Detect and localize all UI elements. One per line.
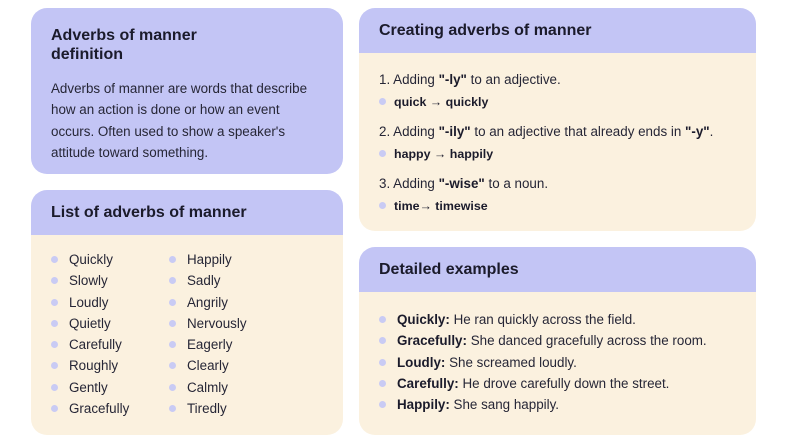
list-title: List of adverbs of manner xyxy=(51,204,247,221)
definition-card xyxy=(31,8,343,174)
list-item: Clearly xyxy=(169,355,247,376)
list-item: Quickly xyxy=(51,249,129,270)
rule-example: time→ timewise xyxy=(379,197,736,215)
list-item: Tiredly xyxy=(169,398,247,419)
example-item: Gracefully: She danced gracefully across the room. xyxy=(379,330,736,351)
rule-1 xyxy=(379,71,736,111)
list-item: Loudly xyxy=(51,292,129,313)
rule-text: 3. Adding "-wise" to a noun. xyxy=(379,176,549,191)
list-body xyxy=(31,235,343,435)
rule-2 xyxy=(379,123,736,163)
creating-body xyxy=(359,53,756,231)
list-item: Happily xyxy=(169,249,247,270)
adverb-column-2 xyxy=(169,249,247,419)
examples-header xyxy=(359,247,756,292)
example-item: Carefully: He drove carefully down the street. xyxy=(379,373,736,394)
creating-header xyxy=(359,8,756,53)
definition-text: Adverbs of manner are words that describe how an action is done or how an event occurs. Often used to show a speaker's attitude toward something. xyxy=(51,81,308,161)
list-item: Slowly xyxy=(51,270,129,291)
rule-3 xyxy=(379,175,736,215)
list-item: Carefully xyxy=(51,334,129,355)
examples-list xyxy=(379,309,736,415)
list-item: Quietly xyxy=(51,313,129,334)
rule-example: happy → happily xyxy=(379,145,736,163)
rule-text: 1. Adding "-ly" to an adjective. xyxy=(379,72,561,87)
examples-title: Detailed examples xyxy=(379,261,519,278)
example-item: Happily: She sang happily. xyxy=(379,394,736,415)
rule-text: 2. Adding "-ily" to an adjective that already ends in "-y". xyxy=(379,124,714,139)
example-item: Loudly: She screamed loudly. xyxy=(379,352,736,373)
list-item: Gracefully xyxy=(51,398,129,419)
list-item: Nervously xyxy=(169,313,247,334)
list-header xyxy=(31,190,343,235)
list-item: Roughly xyxy=(51,355,129,376)
example-item: Quickly: He ran quickly across the field. xyxy=(379,309,736,330)
list-item: Sadly xyxy=(169,270,247,291)
list-item: Calmly xyxy=(169,377,247,398)
creating-title: Creating adverbs of manner xyxy=(379,22,592,39)
list-item: Eagerly xyxy=(169,334,247,355)
examples-body xyxy=(359,292,756,435)
rule-example: quick → quickly xyxy=(379,93,736,111)
list-item: Gently xyxy=(51,377,129,398)
definition-title: Adverbs of manner definition xyxy=(51,27,197,63)
adverb-column-1 xyxy=(51,249,129,419)
list-item: Angrily xyxy=(169,292,247,313)
